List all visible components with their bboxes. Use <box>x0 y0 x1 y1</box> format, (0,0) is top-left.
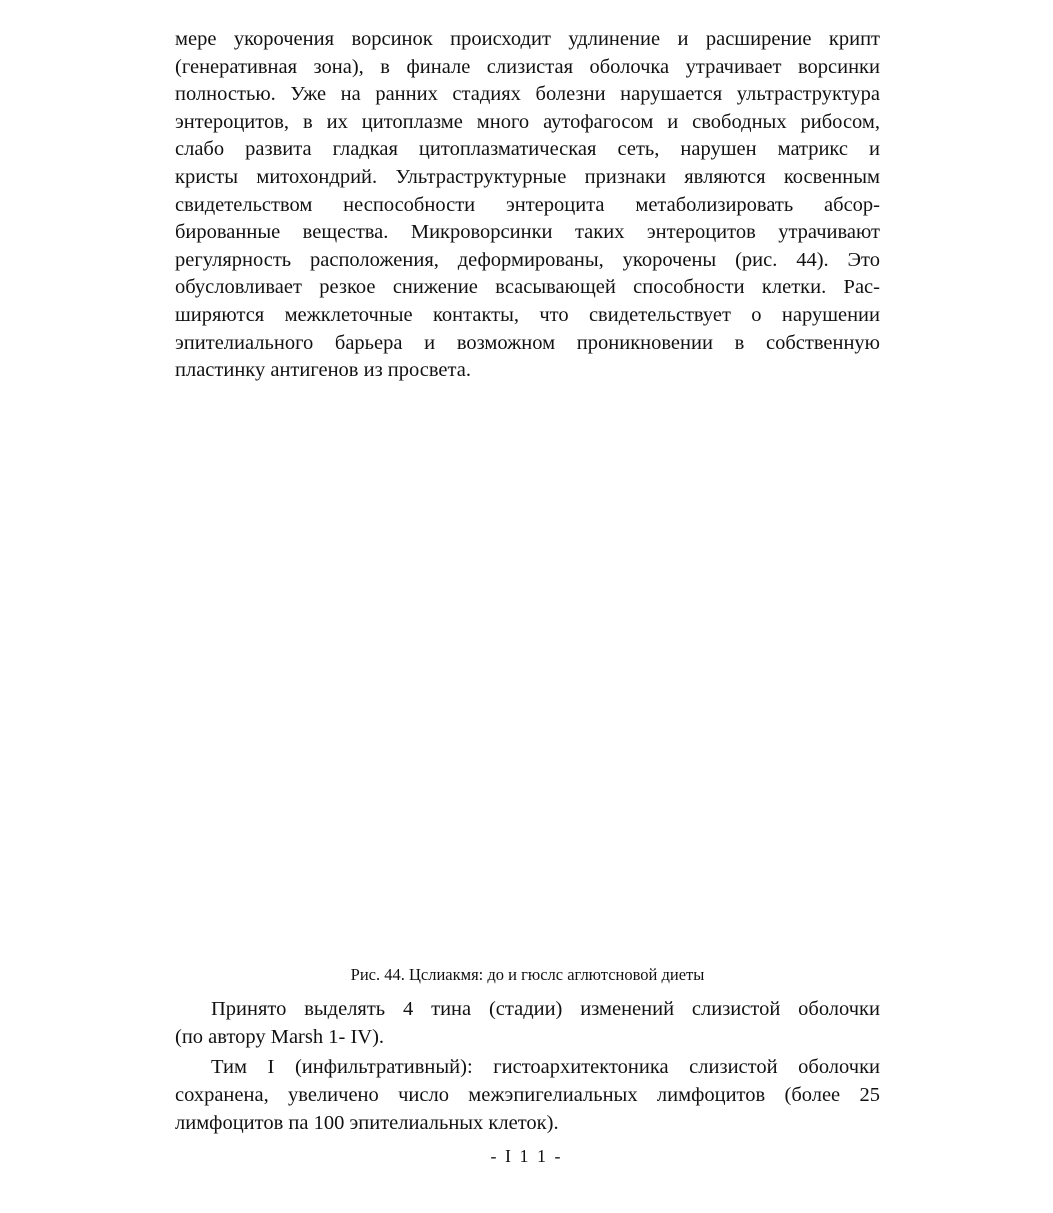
text-line: мере укорочения ворсинок происходит удлинение и расширение крипт <box>175 28 880 50</box>
body-paragraphs-bottom <box>175 995 880 1137</box>
text-line: ширяются межклеточные контакты, что свидетельствует о нарушении <box>175 303 880 326</box>
figure-caption: Рис. 44. Цслиакмя: до и гюслс аглютсновой диеты <box>350 965 705 984</box>
text-line: (генеративная зона), в финале слизистая оболочка утрачивает ворсинки <box>175 55 880 78</box>
text-line: полностью. Уже на ранних стадиях болезни нарушается ультраструктура <box>175 83 880 106</box>
text-line: сохранена, увеличено число межэпигелиальных лимфоцитов (более 25 <box>175 1084 880 1106</box>
text-line: энтероцитов, в их цитоплазме много аутофагосом и свободных рибосом, <box>175 110 880 133</box>
text-line: эпителиального барьера и возможном проникновении в собственную <box>175 331 880 354</box>
page-number: - I 1 1 - <box>490 1146 563 1166</box>
text-line: Принято выделять 4 тина (стадии) изменений слизистой оболочки <box>211 998 880 1020</box>
figure-placeholder <box>175 400 880 950</box>
text-line: Тим I (инфильтративный): гистоархитектоника слизистой оболочки <box>211 1056 880 1078</box>
text-line: свидетельством неспособности энтероцита метаболизировать абсор- <box>175 193 880 216</box>
text-line: кристы митохондрий. Ультраструктурные признаки являются косвенным <box>175 165 880 188</box>
text-line: (по автору Marsh 1- IV). <box>175 1026 385 1048</box>
text-line: слабо развита гладкая цитоплазматическая сеть, нарушен матрикс и <box>175 138 880 161</box>
text-line: обусловливает резкое снижение всасывающей способности клетки. Рас- <box>175 276 880 299</box>
text-line: бированные вещества. Микроворсинки таких энтероцитов утрачивают <box>175 221 880 244</box>
text-line: регулярность расположения, деформированы, укорочены (рис. 44). Это <box>175 248 880 271</box>
body-paragraph-top <box>175 26 880 385</box>
text-line: лимфоцитов па 100 эпителиальных клеток). <box>175 1112 559 1134</box>
text-line: пластинку антигенов из просвета. <box>175 359 471 382</box>
